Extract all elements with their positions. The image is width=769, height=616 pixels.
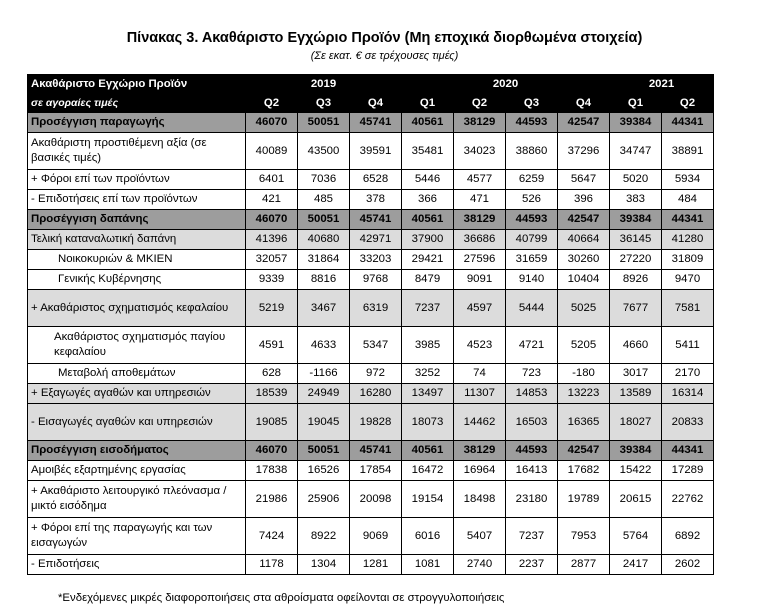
table-cell: 30260 (558, 250, 610, 270)
table-cell: 3252 (402, 364, 454, 384)
table-cell: 27596 (454, 250, 506, 270)
table-cell: 471 (454, 190, 506, 210)
table-cell: 32057 (246, 250, 298, 270)
table-cell: 37900 (402, 230, 454, 250)
table-cell: 6319 (350, 290, 402, 327)
table-cell: 5647 (558, 170, 610, 190)
table-cell: 5411 (662, 327, 714, 364)
table-cell: 39384 (610, 210, 662, 230)
table-cell: 40799 (506, 230, 558, 250)
table-cell: 41396 (246, 230, 298, 250)
table-cell: 33203 (350, 250, 402, 270)
table-cell: 723 (506, 364, 558, 384)
table-row (28, 290, 714, 327)
table-cell: 18539 (246, 384, 298, 404)
table-row (28, 404, 714, 441)
table-cell: 4591 (246, 327, 298, 364)
table-cell: 2170 (662, 364, 714, 384)
row-label: - Επιδοτήσεις (28, 555, 246, 575)
table-cell: 11307 (454, 384, 506, 404)
table-cell: 42547 (558, 210, 610, 230)
table-cell: 27220 (610, 250, 662, 270)
table-cell: 7581 (662, 290, 714, 327)
row-label: Αμοιβές εξαρτημένης εργασίας (28, 461, 246, 481)
row-label: Προσέγγιση δαπάνης (28, 210, 246, 230)
table-cell: 4660 (610, 327, 662, 364)
table-row (28, 190, 714, 210)
table-cell: 5446 (402, 170, 454, 190)
table-cell: 2237 (506, 555, 558, 575)
table-cell: 1081 (402, 555, 454, 575)
table-cell: 383 (610, 190, 662, 210)
table-cell: 5934 (662, 170, 714, 190)
row-label: - Επιδοτήσεις επί των προϊόντων (28, 190, 246, 210)
row-label: Μεταβολή αποθεμάτων (28, 364, 246, 384)
quarter-header: Q2 (246, 94, 298, 113)
table-cell: 44593 (506, 441, 558, 461)
table-cell: 8816 (298, 270, 350, 290)
table-cell: 7424 (246, 518, 298, 555)
table-row (28, 327, 714, 364)
table-cell: 421 (246, 190, 298, 210)
row-label: + Φόροι επί των προϊόντων (28, 170, 246, 190)
table-cell: 34747 (610, 133, 662, 170)
table-row (28, 481, 714, 518)
table-cell: 31864 (298, 250, 350, 270)
table-cell: 7237 (506, 518, 558, 555)
table-cell: 42547 (558, 113, 610, 133)
table-cell: 5764 (610, 518, 662, 555)
table-cell: 2877 (558, 555, 610, 575)
table-cell: 9091 (454, 270, 506, 290)
table-row (28, 441, 714, 461)
quarter-header: Q1 (610, 94, 662, 113)
table-cell: 19154 (402, 481, 454, 518)
table-cell: 21986 (246, 481, 298, 518)
table-cell: 1178 (246, 555, 298, 575)
table-cell: 38860 (506, 133, 558, 170)
table-cell: 8922 (298, 518, 350, 555)
row-label: + Φόροι επί της παραγωγής και των εισαγωγών (28, 518, 246, 555)
row-label: + Ακαθάριστος σχηματισμός κεφαλαίου (28, 290, 246, 327)
table-row (28, 384, 714, 404)
year-header: 2019 (246, 75, 402, 94)
table-cell: 4633 (298, 327, 350, 364)
table-cell: 15422 (610, 461, 662, 481)
table-cell: 5025 (558, 290, 610, 327)
table-cell: 23180 (506, 481, 558, 518)
table-cell: 16526 (298, 461, 350, 481)
table-cell: 6892 (662, 518, 714, 555)
table-row (28, 250, 714, 270)
table-cell: 4523 (454, 327, 506, 364)
table-cell: 39591 (350, 133, 402, 170)
table-cell: 10404 (558, 270, 610, 290)
table-row (28, 518, 714, 555)
table-row (28, 555, 714, 575)
table-row (28, 113, 714, 133)
table-cell: 45741 (350, 113, 402, 133)
quarter-header: Q2 (454, 94, 506, 113)
table-cell: 44341 (662, 441, 714, 461)
row-label: + Εξαγωγές αγαθών και υπηρεσιών (28, 384, 246, 404)
table-cell: 4597 (454, 290, 506, 327)
table-cell: 44593 (506, 113, 558, 133)
table-subtitle: (Σε εκατ. € σε τρέχουσες τιμές) (310, 50, 459, 62)
table-cell: 40561 (402, 210, 454, 230)
row-label: Γενικής Κυβέρνησης (28, 270, 246, 290)
table-cell: 17682 (558, 461, 610, 481)
row-label: Ακαθάριστος σχηματισμός παγίου κεφαλαίου (28, 327, 246, 364)
table-cell: 2602 (662, 555, 714, 575)
table-cell: 485 (298, 190, 350, 210)
table-row (28, 461, 714, 481)
table-cell: 31659 (506, 250, 558, 270)
table-row (28, 210, 714, 230)
table-cell: 8479 (402, 270, 454, 290)
table-cell: 628 (246, 364, 298, 384)
table-cell: 29421 (402, 250, 454, 270)
table-cell: 38129 (454, 210, 506, 230)
table-cell: 378 (350, 190, 402, 210)
table-cell: 16280 (350, 384, 402, 404)
row-label: Προσέγγιση εισοδήματος (28, 441, 246, 461)
table-cell: 39384 (610, 441, 662, 461)
table-cell: 20833 (662, 404, 714, 441)
table-cell: 9339 (246, 270, 298, 290)
table-cell: 46070 (246, 441, 298, 461)
table-cell: 4721 (506, 327, 558, 364)
table-cell: 5444 (506, 290, 558, 327)
table-cell: 14853 (506, 384, 558, 404)
table-cell: -180 (558, 364, 610, 384)
table-row (28, 170, 714, 190)
table-body (28, 113, 714, 575)
table-cell: 19045 (298, 404, 350, 441)
table-cell: 45741 (350, 210, 402, 230)
table-cell: 46070 (246, 113, 298, 133)
table-cell: 2417 (610, 555, 662, 575)
table-cell: 6016 (402, 518, 454, 555)
table-cell: 19789 (558, 481, 610, 518)
row-label: Τελική καταναλωτική δαπάνη (28, 230, 246, 250)
table-cell: 13497 (402, 384, 454, 404)
table-cell: 36686 (454, 230, 506, 250)
table-cell: 13589 (610, 384, 662, 404)
table-cell: 484 (662, 190, 714, 210)
table-cell: 50051 (298, 113, 350, 133)
table-cell: 25906 (298, 481, 350, 518)
table-cell: 8926 (610, 270, 662, 290)
table-cell: 50051 (298, 210, 350, 230)
table-cell: 38891 (662, 133, 714, 170)
header-label: Ακαθάριστο Εγχώριο Προϊόν (28, 75, 246, 94)
table-cell: 9470 (662, 270, 714, 290)
quarter-header: Q3 (506, 94, 558, 113)
table-cell: 5407 (454, 518, 506, 555)
row-label: - Εισαγωγές αγαθών και υπηρεσιών (28, 404, 246, 441)
table-cell: 40561 (402, 441, 454, 461)
quarter-header: Q3 (298, 94, 350, 113)
table-row (28, 133, 714, 170)
table-cell: 3467 (298, 290, 350, 327)
table-cell: -1166 (298, 364, 350, 384)
table-cell: 18027 (610, 404, 662, 441)
header-row-quarters (28, 94, 714, 113)
table-cell: 40561 (402, 113, 454, 133)
table-cell: 36145 (610, 230, 662, 250)
table-cell: 16472 (402, 461, 454, 481)
table-cell: 39384 (610, 113, 662, 133)
table-cell: 5219 (246, 290, 298, 327)
table-cell: 44341 (662, 113, 714, 133)
table-cell: 20615 (610, 481, 662, 518)
table-cell: 7677 (610, 290, 662, 327)
table-cell: 20098 (350, 481, 402, 518)
table-row (28, 364, 714, 384)
table-cell: 972 (350, 364, 402, 384)
year-header: 2021 (610, 75, 714, 94)
gdp-table (27, 74, 714, 575)
table-cell: 5205 (558, 327, 610, 364)
table-cell: 38129 (454, 113, 506, 133)
quarter-header: Q4 (350, 94, 402, 113)
table-cell: 16413 (506, 461, 558, 481)
table-cell: 4577 (454, 170, 506, 190)
table-cell: 3017 (610, 364, 662, 384)
table-cell: 5347 (350, 327, 402, 364)
table-cell: 1281 (350, 555, 402, 575)
table-cell: 34023 (454, 133, 506, 170)
table-cell: 5020 (610, 170, 662, 190)
table-cell: 45741 (350, 441, 402, 461)
table-row (28, 270, 714, 290)
table-cell: 366 (402, 190, 454, 210)
table-cell: 18073 (402, 404, 454, 441)
table-cell: 7953 (558, 518, 610, 555)
year-header: 2020 (402, 75, 610, 94)
table-cell: 22762 (662, 481, 714, 518)
table-cell: 43500 (298, 133, 350, 170)
table-cell: 6401 (246, 170, 298, 190)
table-cell: 40089 (246, 133, 298, 170)
table-cell: 13223 (558, 384, 610, 404)
table-cell: 16314 (662, 384, 714, 404)
table-cell: 396 (558, 190, 610, 210)
row-label: Ακαθάριστη προστιθέμενη αξία (σε βασικές τιμές) (28, 133, 246, 170)
table-cell: 9069 (350, 518, 402, 555)
table-cell: 42971 (350, 230, 402, 250)
table-cell: 9140 (506, 270, 558, 290)
table-cell: 3985 (402, 327, 454, 364)
table-cell: 17854 (350, 461, 402, 481)
table-cell: 44593 (506, 210, 558, 230)
table-cell: 9768 (350, 270, 402, 290)
row-label: Προσέγγιση παραγωγής (28, 113, 246, 133)
table-cell: 40680 (298, 230, 350, 250)
quarter-header: Q4 (558, 94, 610, 113)
table-cell: 7036 (298, 170, 350, 190)
row-label: + Ακαθάριστο λειτουργικό πλεόνασμα / μικτό εισόδημα (28, 481, 246, 518)
table-cell: 17838 (246, 461, 298, 481)
table-cell: 16503 (506, 404, 558, 441)
table-cell: 1304 (298, 555, 350, 575)
table-title: Πίνακας 3. Ακαθάριστο Εγχώριο Προϊόν (Μη εποχικά διορθωμένα στοιχεία) (126, 30, 643, 46)
table-row (28, 230, 714, 250)
table-cell: 31809 (662, 250, 714, 270)
table-cell: 24949 (298, 384, 350, 404)
table-cell: 46070 (246, 210, 298, 230)
footnote: *Ενδεχόμενες μικρές διαφοροποιήσεις στα αθροίσματα οφείλονται σε στρογγυλοποιήσεις (58, 592, 505, 604)
table-cell: 35481 (402, 133, 454, 170)
table-cell: 6259 (506, 170, 558, 190)
table-cell: 2740 (454, 555, 506, 575)
row-label: Νοικοκυριών & ΜΚΙΕΝ (28, 250, 246, 270)
table-cell: 44341 (662, 210, 714, 230)
table-cell: 42547 (558, 441, 610, 461)
table-cell: 19085 (246, 404, 298, 441)
table-cell: 14462 (454, 404, 506, 441)
table-cell: 40664 (558, 230, 610, 250)
table-cell: 74 (454, 364, 506, 384)
table-cell: 37296 (558, 133, 610, 170)
header-row-years (28, 75, 714, 94)
table-cell: 7237 (402, 290, 454, 327)
table-cell: 38129 (454, 441, 506, 461)
table-cell: 17289 (662, 461, 714, 481)
quarter-header: Q1 (402, 94, 454, 113)
table-cell: 16964 (454, 461, 506, 481)
table-cell: 526 (506, 190, 558, 210)
table-cell: 16365 (558, 404, 610, 441)
header-sublabel: σε αγοραίες τιμές (28, 94, 246, 113)
table-cell: 50051 (298, 441, 350, 461)
table-cell: 18498 (454, 481, 506, 518)
quarter-header: Q2 (662, 94, 714, 113)
table-cell: 6528 (350, 170, 402, 190)
table-cell: 19828 (350, 404, 402, 441)
table-cell: 41280 (662, 230, 714, 250)
